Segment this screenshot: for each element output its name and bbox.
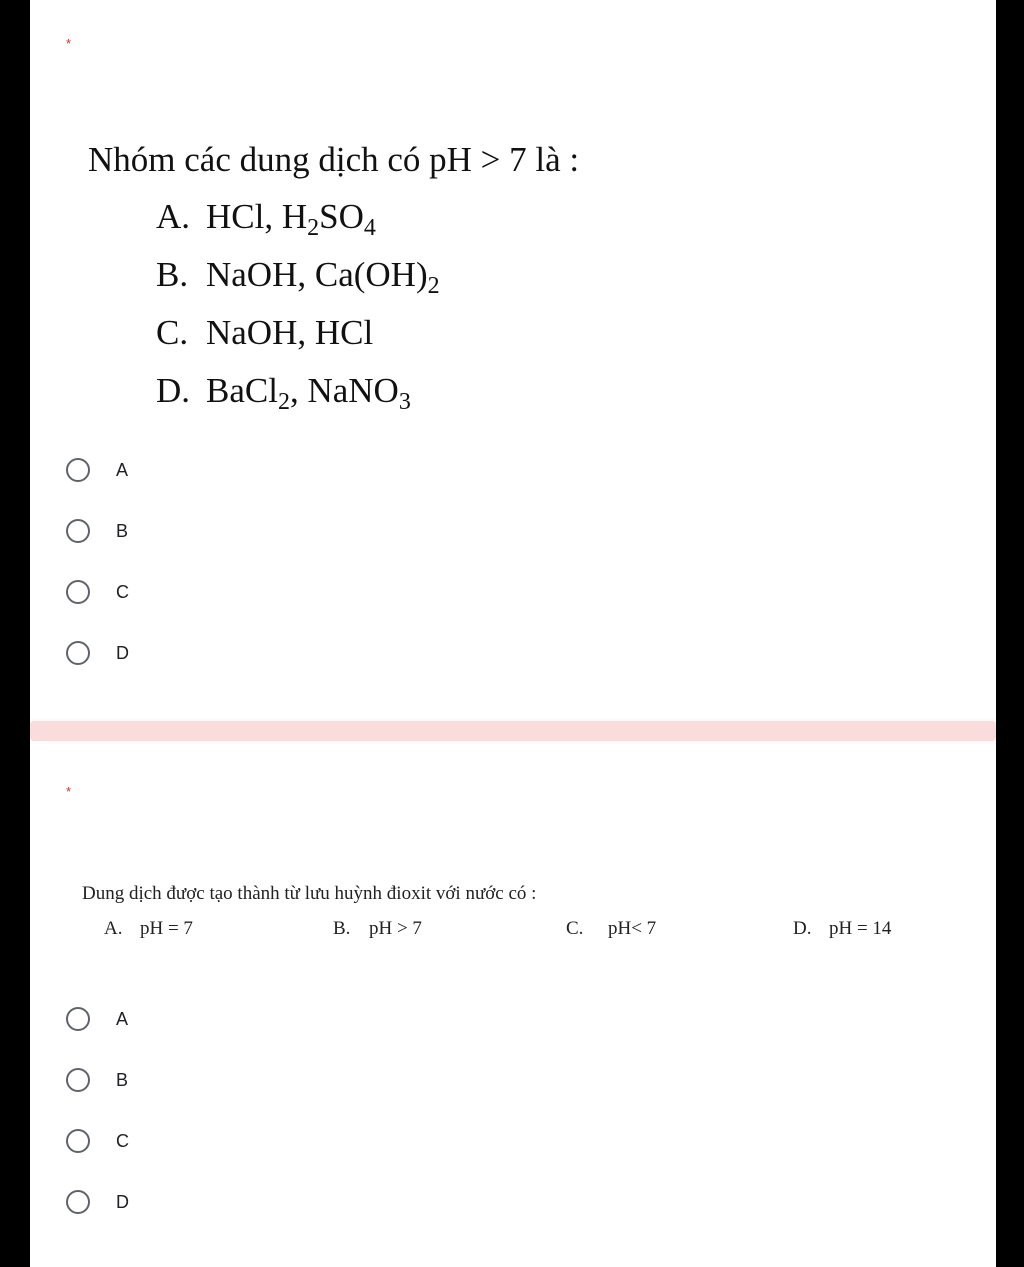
option-letter: D. bbox=[793, 918, 812, 939]
radio-button[interactable] bbox=[66, 1007, 90, 1031]
choice-label: A bbox=[116, 1008, 129, 1029]
radio-choice-a[interactable] bbox=[66, 454, 366, 486]
option-letter: A. bbox=[156, 197, 191, 236]
question-2-option-c: C. pH< 7 bbox=[566, 918, 657, 939]
choice-label: B bbox=[116, 1069, 129, 1090]
radio-choice-c[interactable] bbox=[66, 576, 366, 608]
radio-choice-d[interactable] bbox=[66, 1186, 366, 1218]
radio-button[interactable] bbox=[66, 519, 90, 543]
question-1-option-a: A. HCl, $H_2SO_4$ bbox=[156, 197, 376, 241]
radio-button[interactable] bbox=[66, 1129, 90, 1153]
question-2-option-d: D. pH = 14 bbox=[793, 918, 892, 939]
choice-label: A bbox=[116, 459, 129, 480]
choice-label: B bbox=[116, 520, 129, 541]
option-letter: B. bbox=[156, 255, 189, 294]
choice-label: C bbox=[116, 1130, 129, 1151]
required-asterisk: * bbox=[66, 784, 72, 799]
radio-button[interactable] bbox=[66, 458, 90, 482]
radio-choice-a[interactable] bbox=[66, 1003, 366, 1035]
option-letter: A. bbox=[104, 918, 123, 939]
question-1-option-b: B. NaOH, $Ca(OH)_2$ bbox=[156, 255, 440, 299]
separator-band bbox=[30, 721, 996, 741]
choice-label: D bbox=[116, 642, 129, 663]
question-2-stem: Dung dịch được tạo thành từ lưu huỳnh đioxit với nước có : bbox=[82, 883, 537, 904]
radio-button[interactable] bbox=[66, 1068, 90, 1092]
radio-choice-b[interactable] bbox=[66, 1064, 366, 1096]
question-2-option-b: B. pH > 7 bbox=[333, 918, 422, 939]
option-letter: C. bbox=[566, 918, 584, 939]
choice-label: D bbox=[116, 1191, 129, 1212]
question-1-stem: Nhóm các dung dịch có pH > 7 là : bbox=[88, 140, 580, 179]
option-letter: C. bbox=[156, 313, 189, 352]
question-separator bbox=[30, 718, 996, 744]
choice-label: C bbox=[116, 581, 129, 602]
option-letter: D. bbox=[156, 371, 191, 410]
question-card-1 bbox=[30, 0, 996, 718]
option-letter: B. bbox=[333, 918, 351, 939]
radio-button[interactable] bbox=[66, 1190, 90, 1214]
radio-choice-c[interactable] bbox=[66, 1125, 366, 1157]
question-2-option-a: A. pH = 7 bbox=[104, 918, 193, 939]
radio-button[interactable] bbox=[66, 641, 90, 665]
question-1-option-c: C. NaOH, HCl bbox=[156, 313, 374, 352]
radio-choice-b[interactable] bbox=[66, 515, 366, 547]
radio-button[interactable] bbox=[66, 580, 90, 604]
question-1-option-d: D. BaCl$_2$, NaNO$_3$ bbox=[156, 371, 411, 415]
required-asterisk: * bbox=[66, 36, 72, 51]
radio-choice-d[interactable] bbox=[66, 637, 366, 669]
